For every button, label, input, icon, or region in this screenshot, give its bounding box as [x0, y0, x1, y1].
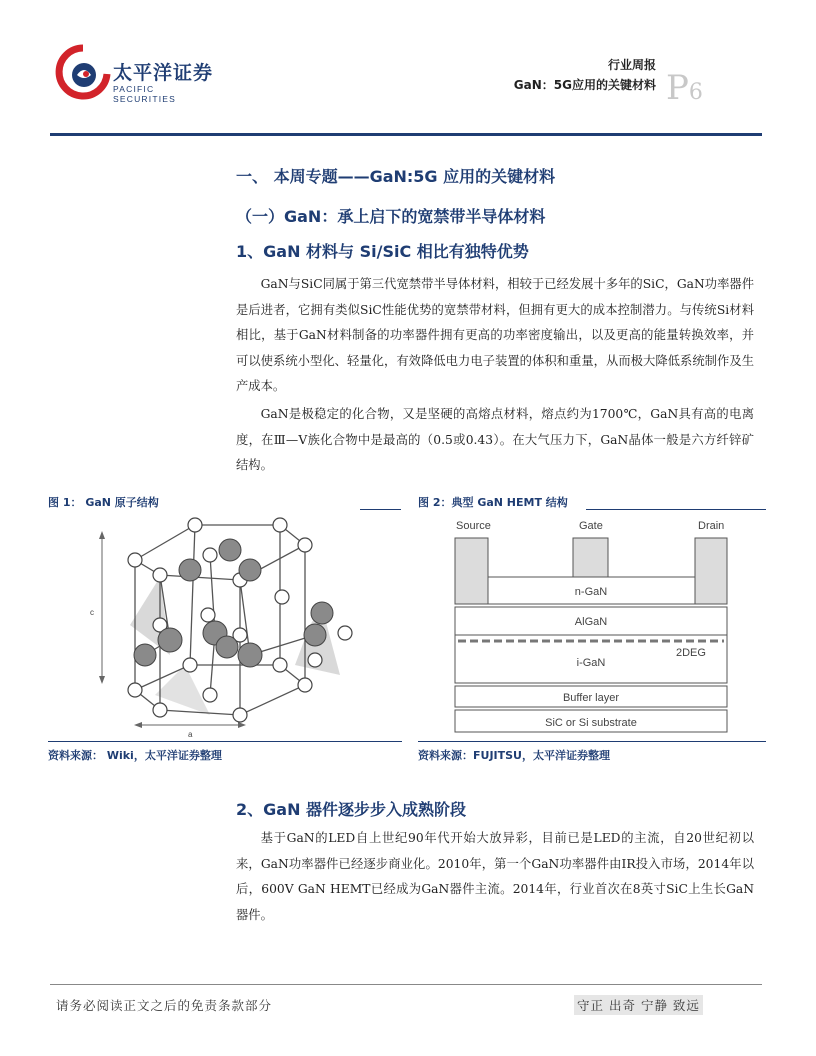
axis-a-label: a	[188, 730, 193, 739]
paragraph: GaN与SiC同属于第三代宽禁带半导体材料，相较于已经发展十多年的SiC，GaN功率器件是后进者，它拥有类似SiC性能优势的宽禁带材料，但拥有更大的成本控制潜力。与传统Si材料相比，基于GaN材料制备的功率器件拥有更高的功率密度输出，以及更高的能量转换效率，并可以使系统小型化、轻量化，有效降低电力电子装置的体积和重量，从而极大降低系统制作及生产成本。	[236, 277, 754, 394]
logo-text-cn: 太平洋证券	[113, 62, 214, 84]
company-logo	[55, 44, 220, 108]
body-text-2	[236, 826, 754, 928]
figure1-bottom-rule	[48, 741, 402, 742]
hemt-structure-diagram	[448, 515, 748, 740]
axis-c-label: c	[90, 608, 94, 617]
paragraph: GaN是极稳定的化合物，又是坚硬的高熔点材料，熔点约为1700℃，GaN具有高的电离度，在Ⅲ—Ⅴ族化合物中是最高的（0.5或0.43）。在大气压力下，GaN晶体一般是六方纤锌矿结构。	[236, 406, 754, 473]
figure1-source: 资料来源： Wiki，太平洋证券整理	[48, 749, 222, 762]
drain-label: Drain	[698, 520, 725, 532]
page-digit: 6	[688, 80, 703, 105]
figure2-title-rule	[586, 509, 766, 510]
algan-label: AlGaN	[574, 616, 608, 628]
gan-crystal-diagram	[90, 515, 360, 740]
n-gan-label: n-GaN	[574, 586, 608, 598]
footer-motto: 守正 出奇 宁静 致远	[574, 995, 703, 1015]
figure1-title: 图 1： GaN 原子结构	[48, 496, 159, 509]
topic-heading-2: 2、GaN 器件逐步步入成熟阶段	[236, 800, 467, 819]
logo-icon	[55, 44, 111, 104]
i-gan-label: i-GaN	[576, 657, 606, 669]
buffer-label: Buffer layer	[562, 692, 620, 704]
page-letter: P	[666, 68, 689, 108]
report-title: GaN：5G应用的关键材料	[513, 78, 656, 92]
body-text-1	[236, 272, 754, 479]
topic-heading-1: 1、GaN 材料与 Si/SiC 相比有独特优势	[236, 242, 529, 261]
figure2-bottom-rule	[418, 741, 766, 742]
paragraph: 基于GaN的LED自上世纪90年代开始大放异彩，目前已是LED的主流，自20世纪初以来，GaN功率器件已经逐步商业化。2010年，第一个GaN功率器件由IR投入市场，2014年以后，600V GaN HEMT已经成为GaN器件主流。2014年，行业首次在8英寸SiC上生长GaN器件。	[236, 831, 754, 922]
header-rule	[50, 133, 762, 136]
2deg-label: 2DEG	[676, 647, 706, 659]
footer-disclaimer: 请务必阅读正文之后的免责条款部分	[56, 998, 273, 1013]
figure2-title: 图 2：典型 GaN HEMT 结构	[418, 496, 568, 509]
figure1-title-rule	[360, 509, 401, 510]
figure2-source: 资料来源：FUJITSU，太平洋证券整理	[418, 749, 610, 762]
section-heading: 一、 本周专题——GaN:5G 应用的关键材料	[236, 167, 556, 186]
logo-text-en: PACIFIC SECURITIES	[113, 84, 177, 104]
footer-rule	[50, 984, 762, 985]
source-label: Source	[456, 520, 491, 532]
gate-label: Gate	[579, 520, 603, 532]
page-number	[666, 68, 703, 108]
substrate-label: SiC or Si substrate	[545, 717, 637, 729]
subsection-heading: （一）GaN：承上启下的宽禁带半导体材料	[236, 207, 546, 226]
report-type: 行业周报	[607, 58, 656, 72]
